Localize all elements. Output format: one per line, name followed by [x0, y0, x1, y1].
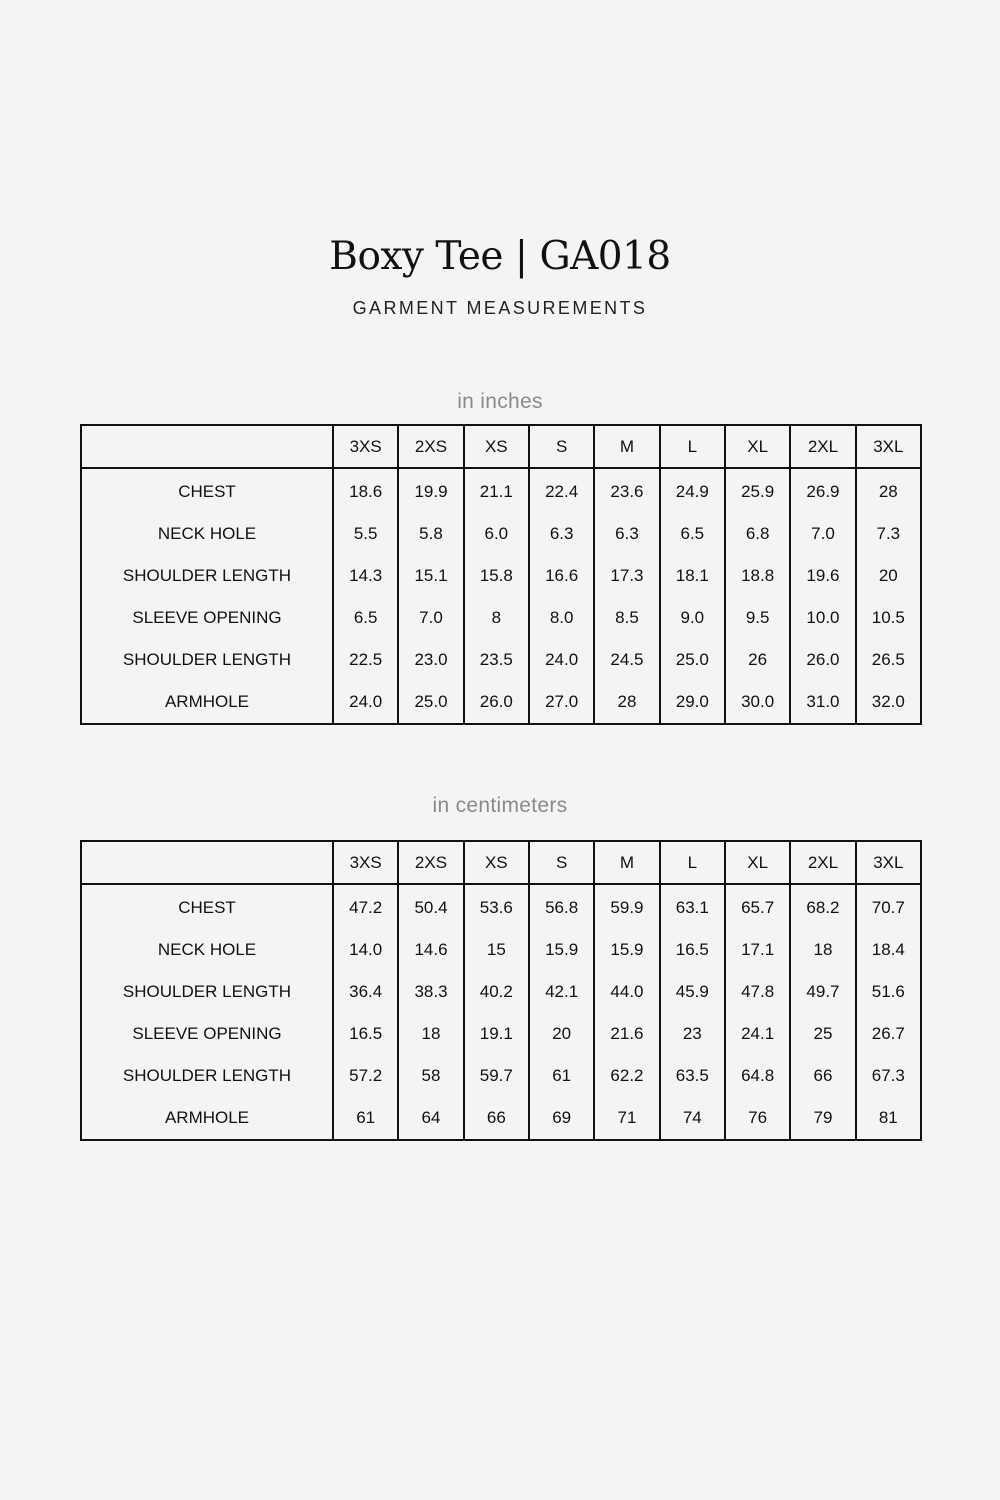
measurement-cell: 18 — [398, 1013, 463, 1055]
measurement-cell: 24.1 — [725, 1013, 790, 1055]
header-row — [81, 841, 921, 884]
table-row — [81, 513, 921, 555]
size-header-l: L — [660, 425, 725, 468]
measurement-cell: 8.0 — [529, 597, 594, 639]
measurement-cell: 14.0 — [333, 929, 398, 971]
centimeters-table-header — [81, 841, 921, 884]
row-label: NECK HOLE — [81, 513, 333, 555]
size-header-3xl: 3XL — [856, 841, 921, 884]
table-row — [81, 1097, 921, 1140]
measurement-cell: 15 — [464, 929, 529, 971]
measurement-cell: 44.0 — [594, 971, 659, 1013]
measurement-cell: 6.3 — [529, 513, 594, 555]
measurement-cell: 26.9 — [790, 468, 855, 513]
measurement-cell: 21.6 — [594, 1013, 659, 1055]
table-row — [81, 929, 921, 971]
measurement-cell: 49.7 — [790, 971, 855, 1013]
measurement-cell: 6.3 — [594, 513, 659, 555]
measurement-cell: 59.9 — [594, 884, 659, 929]
measurement-cell: 18.4 — [871, 940, 905, 959]
measurement-cell: 15.9 — [594, 929, 659, 971]
inches-caption: in inches — [457, 390, 543, 413]
measurement-cell: 67.3 — [871, 1066, 905, 1085]
page-title: Boxy Tee | GA018 — [329, 234, 671, 279]
measurement-cell: 8 — [464, 597, 529, 639]
inches-table — [80, 424, 922, 725]
measurement-cell: 71 — [594, 1097, 659, 1140]
header-corner-cell — [81, 425, 333, 468]
inches-table-header — [81, 425, 921, 468]
measurement-cell: 69 — [529, 1097, 594, 1140]
measurement-cell: 63.5 — [660, 1055, 725, 1097]
measurement-cell: 10.0 — [790, 597, 855, 639]
table-row — [81, 468, 921, 513]
measurement-cell: 14.6 — [398, 929, 463, 971]
table-row — [81, 681, 921, 724]
row-label: ARMHOLE — [81, 1097, 333, 1140]
measurement-cell: 22.4 — [529, 468, 594, 513]
measurement-cell: 15.9 — [529, 929, 594, 971]
measurement-cell: 22.5 — [333, 639, 398, 681]
size-header-xs: XS — [464, 425, 529, 468]
measurement-cell: 30.0 — [725, 681, 790, 724]
size-header-m: M — [594, 841, 659, 884]
measurement-cell: 47.8 — [725, 971, 790, 1013]
measurement-cell: 20 — [878, 566, 898, 585]
measurement-cell: 19.9 — [398, 468, 463, 513]
size-header-2xs: 2XS — [398, 425, 463, 468]
measurement-cell: 23.5 — [464, 639, 529, 681]
measurement-cell: 18.1 — [660, 555, 725, 597]
measurement-cell: 7.0 — [790, 513, 855, 555]
measurement-cell: 42.1 — [529, 971, 594, 1013]
measurement-cell: 61 — [529, 1055, 594, 1097]
measurement-cell: 29.0 — [660, 681, 725, 724]
measurement-cell: 66 — [464, 1097, 529, 1140]
measurement-cell: 15.1 — [398, 555, 463, 597]
measurement-cell: 47.2 — [333, 884, 398, 929]
measurement-cell: 18.8 — [725, 555, 790, 597]
row-label: CHEST — [81, 884, 333, 929]
measurement-cell: 17.1 — [725, 929, 790, 971]
measurement-cell: 9.0 — [660, 597, 725, 639]
measurement-cell: 7.3 — [876, 524, 901, 543]
table-row — [81, 971, 921, 1013]
measurement-cell: 26.0 — [790, 639, 855, 681]
measurement-cell: 31.0 — [790, 681, 855, 724]
measurement-cell: 17.3 — [594, 555, 659, 597]
size-header-l: L — [660, 841, 725, 884]
measurement-cell: 16.5 — [333, 1013, 398, 1055]
measurement-cell: 70.7 — [871, 898, 905, 917]
measurement-cell: 24.9 — [660, 468, 725, 513]
measurement-cell: 65.7 — [725, 884, 790, 929]
measurement-cell: 63.1 — [660, 884, 725, 929]
size-header-3xs: 3XS — [333, 841, 398, 884]
measurement-cell: 21.1 — [464, 468, 529, 513]
measurement-cell: 5.8 — [398, 513, 463, 555]
size-header-xl: XL — [725, 425, 790, 468]
measurement-cell: 15.8 — [464, 555, 529, 597]
measurement-cell: 23 — [660, 1013, 725, 1055]
measurement-cell: 64 — [398, 1097, 463, 1140]
measurement-cell: 51.6 — [871, 982, 905, 1001]
size-header-s: S — [529, 841, 594, 884]
measurement-cell: 23.6 — [594, 468, 659, 513]
table-row — [81, 1013, 921, 1055]
row-label: SHOULDER LENGTH — [81, 1055, 333, 1097]
measurement-cell: 79 — [790, 1097, 855, 1140]
measurement-cell: 32.0 — [871, 692, 905, 711]
measurement-cell: 26 — [725, 639, 790, 681]
measurement-cell: 50.4 — [398, 884, 463, 929]
row-label: SLEEVE OPENING — [81, 597, 333, 639]
measurement-cell: 61 — [333, 1097, 398, 1140]
centimeters-table — [80, 840, 922, 1141]
page-subtitle: GARMENT MEASUREMENTS — [352, 298, 648, 318]
size-header-m: M — [594, 425, 659, 468]
measurement-cell: 62.2 — [594, 1055, 659, 1097]
measurement-cell: 40.2 — [464, 971, 529, 1013]
measurement-cell: 38.3 — [398, 971, 463, 1013]
measurement-cell: 6.5 — [660, 513, 725, 555]
measurement-cell: 19.1 — [464, 1013, 529, 1055]
size-header-2xs: 2XS — [398, 841, 463, 884]
table-row — [81, 1055, 921, 1097]
measurement-cell: 66 — [790, 1055, 855, 1097]
row-label: SHOULDER LENGTH — [81, 971, 333, 1013]
measurement-cell: 20 — [529, 1013, 594, 1055]
measurement-cell: 6.0 — [464, 513, 529, 555]
size-header-2xl: 2XL — [790, 841, 855, 884]
measurement-cell: 74 — [660, 1097, 725, 1140]
measurement-cell: 7.0 — [398, 597, 463, 639]
measurement-cell: 10.5 — [871, 608, 905, 627]
size-header-3xs: 3XS — [333, 425, 398, 468]
measurement-cell: 14.3 — [333, 555, 398, 597]
measurement-cell: 28 — [594, 681, 659, 724]
measurement-cell: 16.5 — [660, 929, 725, 971]
measurement-cell: 24.0 — [529, 639, 594, 681]
size-header-3xl: 3XL — [856, 425, 921, 468]
size-header-xl: XL — [725, 841, 790, 884]
measurement-cell: 76 — [725, 1097, 790, 1140]
measurement-cell: 81 — [878, 1108, 898, 1127]
measurement-cell: 8.5 — [594, 597, 659, 639]
size-header-2xl: 2XL — [790, 425, 855, 468]
measurement-cell: 53.6 — [464, 884, 529, 929]
row-label: NECK HOLE — [81, 929, 333, 971]
measurement-cell: 25.9 — [725, 468, 790, 513]
measurement-cell: 6.5 — [333, 597, 398, 639]
measurement-cell: 28 — [878, 482, 898, 501]
row-label: SHOULDER LENGTH — [81, 555, 333, 597]
measurement-cell: 64.8 — [725, 1055, 790, 1097]
measurement-cell: 24.0 — [333, 681, 398, 724]
measurement-cell: 25 — [790, 1013, 855, 1055]
measurement-cell: 59.7 — [464, 1055, 529, 1097]
measurement-cell: 18 — [790, 929, 855, 971]
header-corner-cell — [81, 841, 333, 884]
measurement-cell: 9.5 — [725, 597, 790, 639]
table-row — [81, 884, 921, 929]
measurement-cell: 57.2 — [333, 1055, 398, 1097]
size-header-xs: XS — [464, 841, 529, 884]
measurement-cell: 58 — [398, 1055, 463, 1097]
centimeters-table-body — [81, 884, 921, 1140]
table-row — [81, 555, 921, 597]
measurement-cell: 5.5 — [333, 513, 398, 555]
table-row — [81, 639, 921, 681]
measurement-cell: 23.0 — [398, 639, 463, 681]
header-row — [81, 425, 921, 468]
table-row — [81, 597, 921, 639]
measurement-cell: 26.5 — [871, 650, 905, 669]
measurement-cell: 6.8 — [725, 513, 790, 555]
measurement-cell: 16.6 — [529, 555, 594, 597]
measurement-cell: 25.0 — [660, 639, 725, 681]
measurement-cell: 19.6 — [790, 555, 855, 597]
measurement-cell: 36.4 — [333, 971, 398, 1013]
centimeters-caption: in centimeters — [432, 794, 568, 817]
measurement-cell: 68.2 — [790, 884, 855, 929]
measurement-cell: 56.8 — [529, 884, 594, 929]
measurement-cell: 25.0 — [398, 681, 463, 724]
row-label: ARMHOLE — [81, 681, 333, 724]
row-label: SHOULDER LENGTH — [81, 639, 333, 681]
measurement-cell: 45.9 — [660, 971, 725, 1013]
inches-table-body — [81, 468, 921, 724]
row-label: CHEST — [81, 468, 333, 513]
measurement-cell: 18.6 — [333, 468, 398, 513]
measurement-cell: 27.0 — [529, 681, 594, 724]
measurement-cell: 24.5 — [594, 639, 659, 681]
measurement-cell: 26.7 — [871, 1024, 905, 1043]
size-header-s: S — [529, 425, 594, 468]
row-label: SLEEVE OPENING — [81, 1013, 333, 1055]
measurement-cell: 26.0 — [464, 681, 529, 724]
